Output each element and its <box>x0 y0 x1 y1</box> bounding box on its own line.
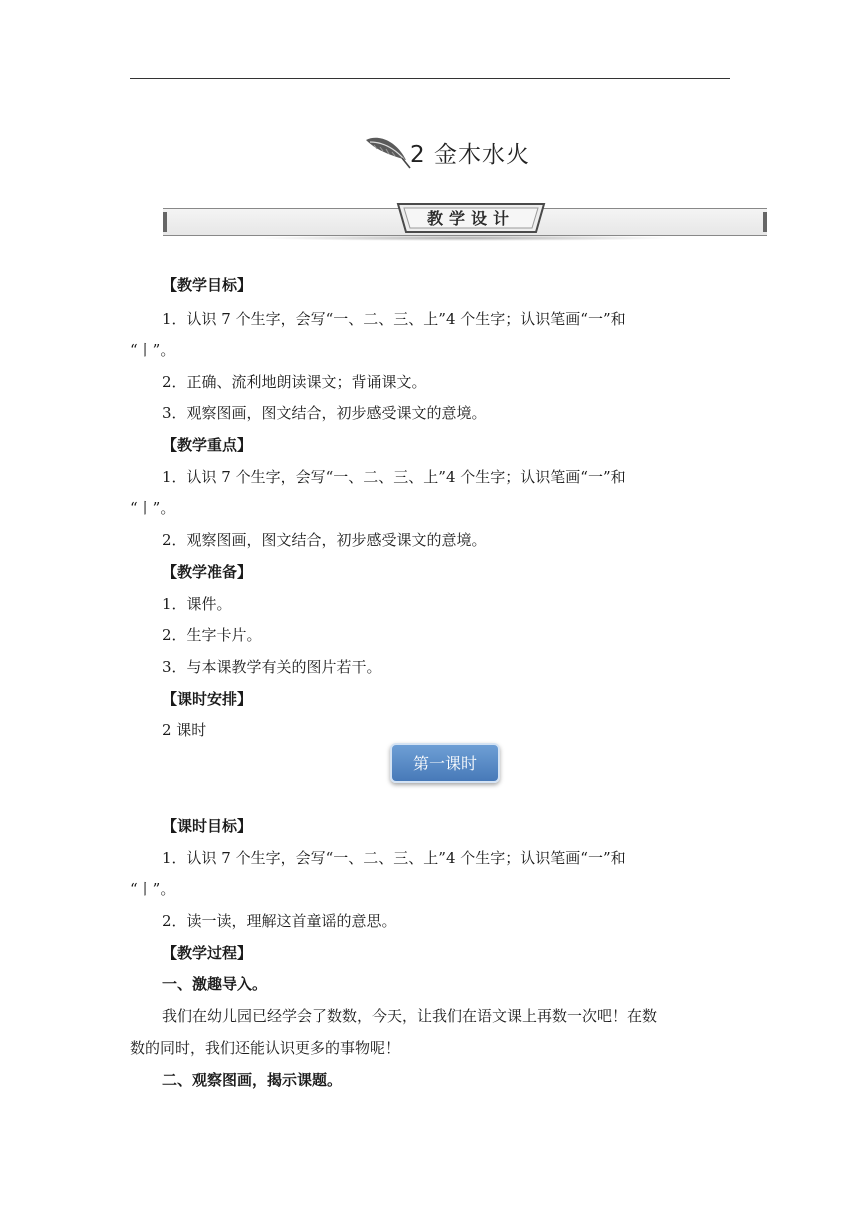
banner-tab <box>396 203 546 233</box>
lesson-title-block <box>0 128 860 172</box>
goal-3: 3．观察图画，图文结合，初步感受课文的意境。 <box>162 404 487 422</box>
focus-1-line-1: 1．认识 7 个生字，会写“一、二、三、上”4 个生字；认识笔画“一”和 <box>162 468 626 486</box>
schedule-value: 2 课时 <box>162 721 207 739</box>
banner-shadow <box>255 235 675 241</box>
prep-heading: 【教学准备】 <box>162 563 253 581</box>
step-1-text-line-2: 数的同时，我们还能认识更多的事物呢！ <box>130 1039 401 1057</box>
banner-label: 教学设计 <box>426 209 515 228</box>
feather-quill-icon <box>362 130 412 170</box>
lesson-goal-1-line-2: “丨”。 <box>130 880 176 898</box>
goal-1-line-2: “丨”。 <box>130 341 176 359</box>
goal-2: 2．正确、流利地朗读课文；背诵课文。 <box>162 373 427 391</box>
goal-1-line-1: 1．认识 7 个生字，会写“一、二、三、上”4 个生字；认识笔画“一”和 <box>162 310 626 328</box>
goals-heading: 【教学目标】 <box>162 276 253 294</box>
focus-2: 2．观察图画，图文结合，初步感受课文的意境。 <box>162 531 487 549</box>
page-title: 2 金木水火 <box>410 142 530 168</box>
prep-1: 1．课件。 <box>162 595 232 613</box>
lesson-goals-heading: 【课时目标】 <box>162 817 253 835</box>
focus-heading: 【教学重点】 <box>162 436 253 454</box>
prep-2: 2．生字卡片。 <box>162 626 262 644</box>
process-heading: 【教学过程】 <box>162 944 253 962</box>
header-rule <box>130 78 730 79</box>
step-2-heading: 二、观察图画，揭示课题。 <box>162 1071 343 1089</box>
lesson-one-button[interactable]: 第一课时 <box>390 743 500 783</box>
prep-3: 3．与本课教学有关的图片若干。 <box>162 658 382 676</box>
step-1-text-line-1: 我们在幼儿园已经学会了数数，今天，让我们在语文课上再数一次吧！在数 <box>162 1007 658 1025</box>
focus-1-line-2: “丨”。 <box>130 499 176 517</box>
schedule-heading: 【课时安排】 <box>162 690 253 708</box>
lesson-goal-2: 2．读一读，理解这首童谣的意思。 <box>162 912 397 930</box>
step-1-heading: 一、激趣导入。 <box>162 975 268 993</box>
section-banner <box>163 203 767 243</box>
lesson-goal-1-line-1: 1．认识 7 个生字，会写“一、二、三、上”4 个生字；认识笔画“一”和 <box>162 849 626 867</box>
